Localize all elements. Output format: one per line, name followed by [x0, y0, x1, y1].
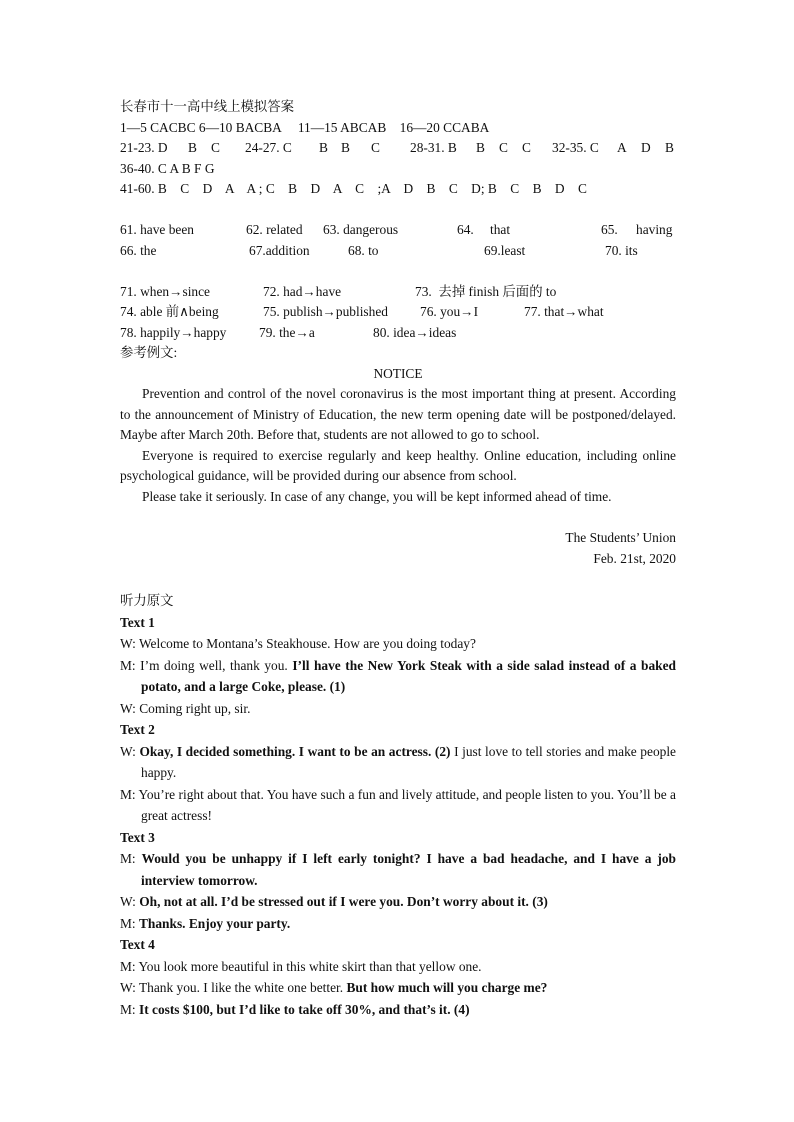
essay-heading: NOTICE — [373, 365, 423, 381]
essay-signature: The Students’ Union — [565, 530, 676, 546]
answer-76: 76. you→I — [420, 304, 479, 319]
correction-row-1 — [120, 282, 676, 303]
essay-paragraph-2: Everyone is required to exercise regularly and keep healthy. Online education, including online psychological guidance, will be provided during our absence from school. — [120, 447, 676, 484]
answer-30: C — [499, 140, 508, 155]
document-title: 长春市十一高中线上模拟答案 — [120, 99, 295, 114]
answers-21-35 — [120, 138, 676, 159]
key-sentence: Thanks. Enjoy your party. — [138, 915, 291, 931]
text-3-label: Text 3 — [120, 829, 155, 845]
answer-74: 74. able 前∧being — [120, 304, 219, 319]
answer-65-number: 65. — [601, 222, 618, 237]
text-3-line-3 — [120, 913, 676, 935]
answer-64-number: 64. — [457, 222, 474, 237]
answer-65: having — [636, 222, 673, 237]
answer-26: B — [341, 140, 350, 155]
text-1-line-2 — [120, 655, 676, 698]
answer-22: B — [188, 140, 197, 155]
answer-21-label: 21-23. D — [120, 140, 168, 155]
answer-70: 70. its — [605, 242, 638, 258]
text-1-line-3: W: Coming right up, sir. — [120, 700, 251, 716]
listening-label: 听力原文 — [120, 592, 174, 608]
answer-32-label: 32-35. C — [552, 140, 599, 155]
key-sentence: But how much will you charge me? — [346, 980, 548, 996]
speaker-line-rest: I just love to tell stories and make people happy. — [141, 743, 676, 781]
answer-79: 79. the→a — [259, 324, 315, 340]
speaker-line: M: — [120, 1001, 139, 1017]
speaker-line: W: — [120, 894, 140, 910]
answer-66: 66. the — [120, 242, 157, 258]
answer-75: 75. publish→published — [263, 304, 388, 319]
answer-68: 68. to — [348, 242, 379, 258]
text-4-line-3 — [120, 999, 676, 1021]
text-2-line-2: M: You’re right about that. You have such a fun and lively attitude, and people listen to you. You’ll be a great actress! — [120, 786, 676, 824]
correction-row-3 — [120, 323, 676, 344]
answer-31: C — [522, 140, 531, 155]
text-2-label: Text 2 — [120, 722, 155, 738]
text-3-line-1 — [120, 848, 676, 891]
text-4-line-1: M: You look more beautiful in this white skirt than that yellow one. — [120, 958, 482, 974]
answer-69: 69.least — [484, 242, 526, 258]
answer-28-label: 28-31. B — [410, 140, 457, 155]
answer-29: B — [476, 140, 485, 155]
answer-23: C — [211, 140, 220, 155]
answer-33: A — [617, 140, 627, 155]
correction-row-2 — [120, 302, 676, 323]
answer-34: D — [641, 140, 651, 155]
fill-row-1 — [120, 220, 676, 241]
text-2-line-1 — [120, 741, 676, 784]
essay-paragraph-3: Please take it seriously. In case of any change, you will be kept informed ahead of time. — [142, 488, 612, 504]
answer-80: 80. idea→ideas — [373, 324, 457, 340]
answer-61: 61. have been — [120, 222, 194, 237]
essay-paragraph-1: Prevention and control of the novel coronavirus is the most important thing at present. According to the announcement of Ministry of Education, the new term opening date will be postponed/delayed. Maybe after March 20th. Before that, students are not allowed to go to school. — [120, 386, 676, 443]
key-sentence: It costs $100, but I’d like to take off 30%, and that’s it. (4) — [138, 1001, 470, 1017]
answer-63: 63. dangerous — [323, 222, 399, 237]
text-1-label: Text 1 — [120, 614, 155, 630]
essay-date: Feb. 21st, 2020 — [593, 550, 676, 566]
answer-73: 73. 去掉 finish 后面的 to — [415, 283, 557, 299]
key-sentence: Would you be unhappy if I left early tonight? I have a bad headache, and I have a job interview tomorrow. — [141, 851, 676, 888]
speaker-line: W: — [120, 743, 140, 759]
key-sentence: I’ll have the New York Steak with a side salad instead of a baked potato, and a large Coke, please. (1) — [141, 657, 676, 695]
answer-78: 78. happily→happy — [120, 324, 227, 340]
answer-35: B — [665, 140, 674, 155]
answer-24-label: 24-27. C — [245, 140, 292, 155]
speaker-line: M: — [120, 851, 142, 867]
answers-1-20: 1—5 CACBC 6—10 BACBA 11—15 ABCAB 16—20 CCABA — [120, 119, 490, 135]
answer-72: 72. had→have — [263, 283, 342, 299]
answer-document — [120, 97, 676, 1020]
fill-row-2 — [120, 241, 676, 262]
answer-67: 67.addition — [249, 242, 310, 258]
answer-62: 62. related — [246, 222, 303, 237]
answers-41-60: 41-60. B C D A A ; C B D A C ;A D B C D; B C B D C — [120, 181, 587, 196]
speaker-line: W: Thank you. I like the white one better. — [120, 980, 347, 996]
answer-25: B — [319, 140, 328, 155]
text-3-line-2 — [120, 891, 676, 913]
text-1-line-1: W: Welcome to Montana’s Steakhouse. How are you doing today? — [120, 636, 476, 652]
text-4-label: Text 4 — [120, 937, 155, 953]
answers-36-40: 36-40. C A B F G — [120, 160, 215, 176]
answer-27: C — [371, 140, 380, 155]
answer-64: that — [490, 222, 511, 237]
text-4-line-2 — [120, 977, 676, 999]
key-sentence: Oh, not at all. I’d be stressed out if I were you. Don’t worry about it. (3) — [139, 894, 548, 910]
key-sentence: Okay, I decided something. I want to be an actress. (2) — [139, 743, 451, 759]
answer-77: 77. that→what — [524, 304, 604, 319]
answer-71: 71. when→since — [120, 283, 210, 299]
essay-label: 参考例文: — [120, 345, 178, 360]
speaker-line: M: I’m doing well, thank you. — [120, 657, 293, 673]
speaker-line: M: — [120, 915, 139, 931]
